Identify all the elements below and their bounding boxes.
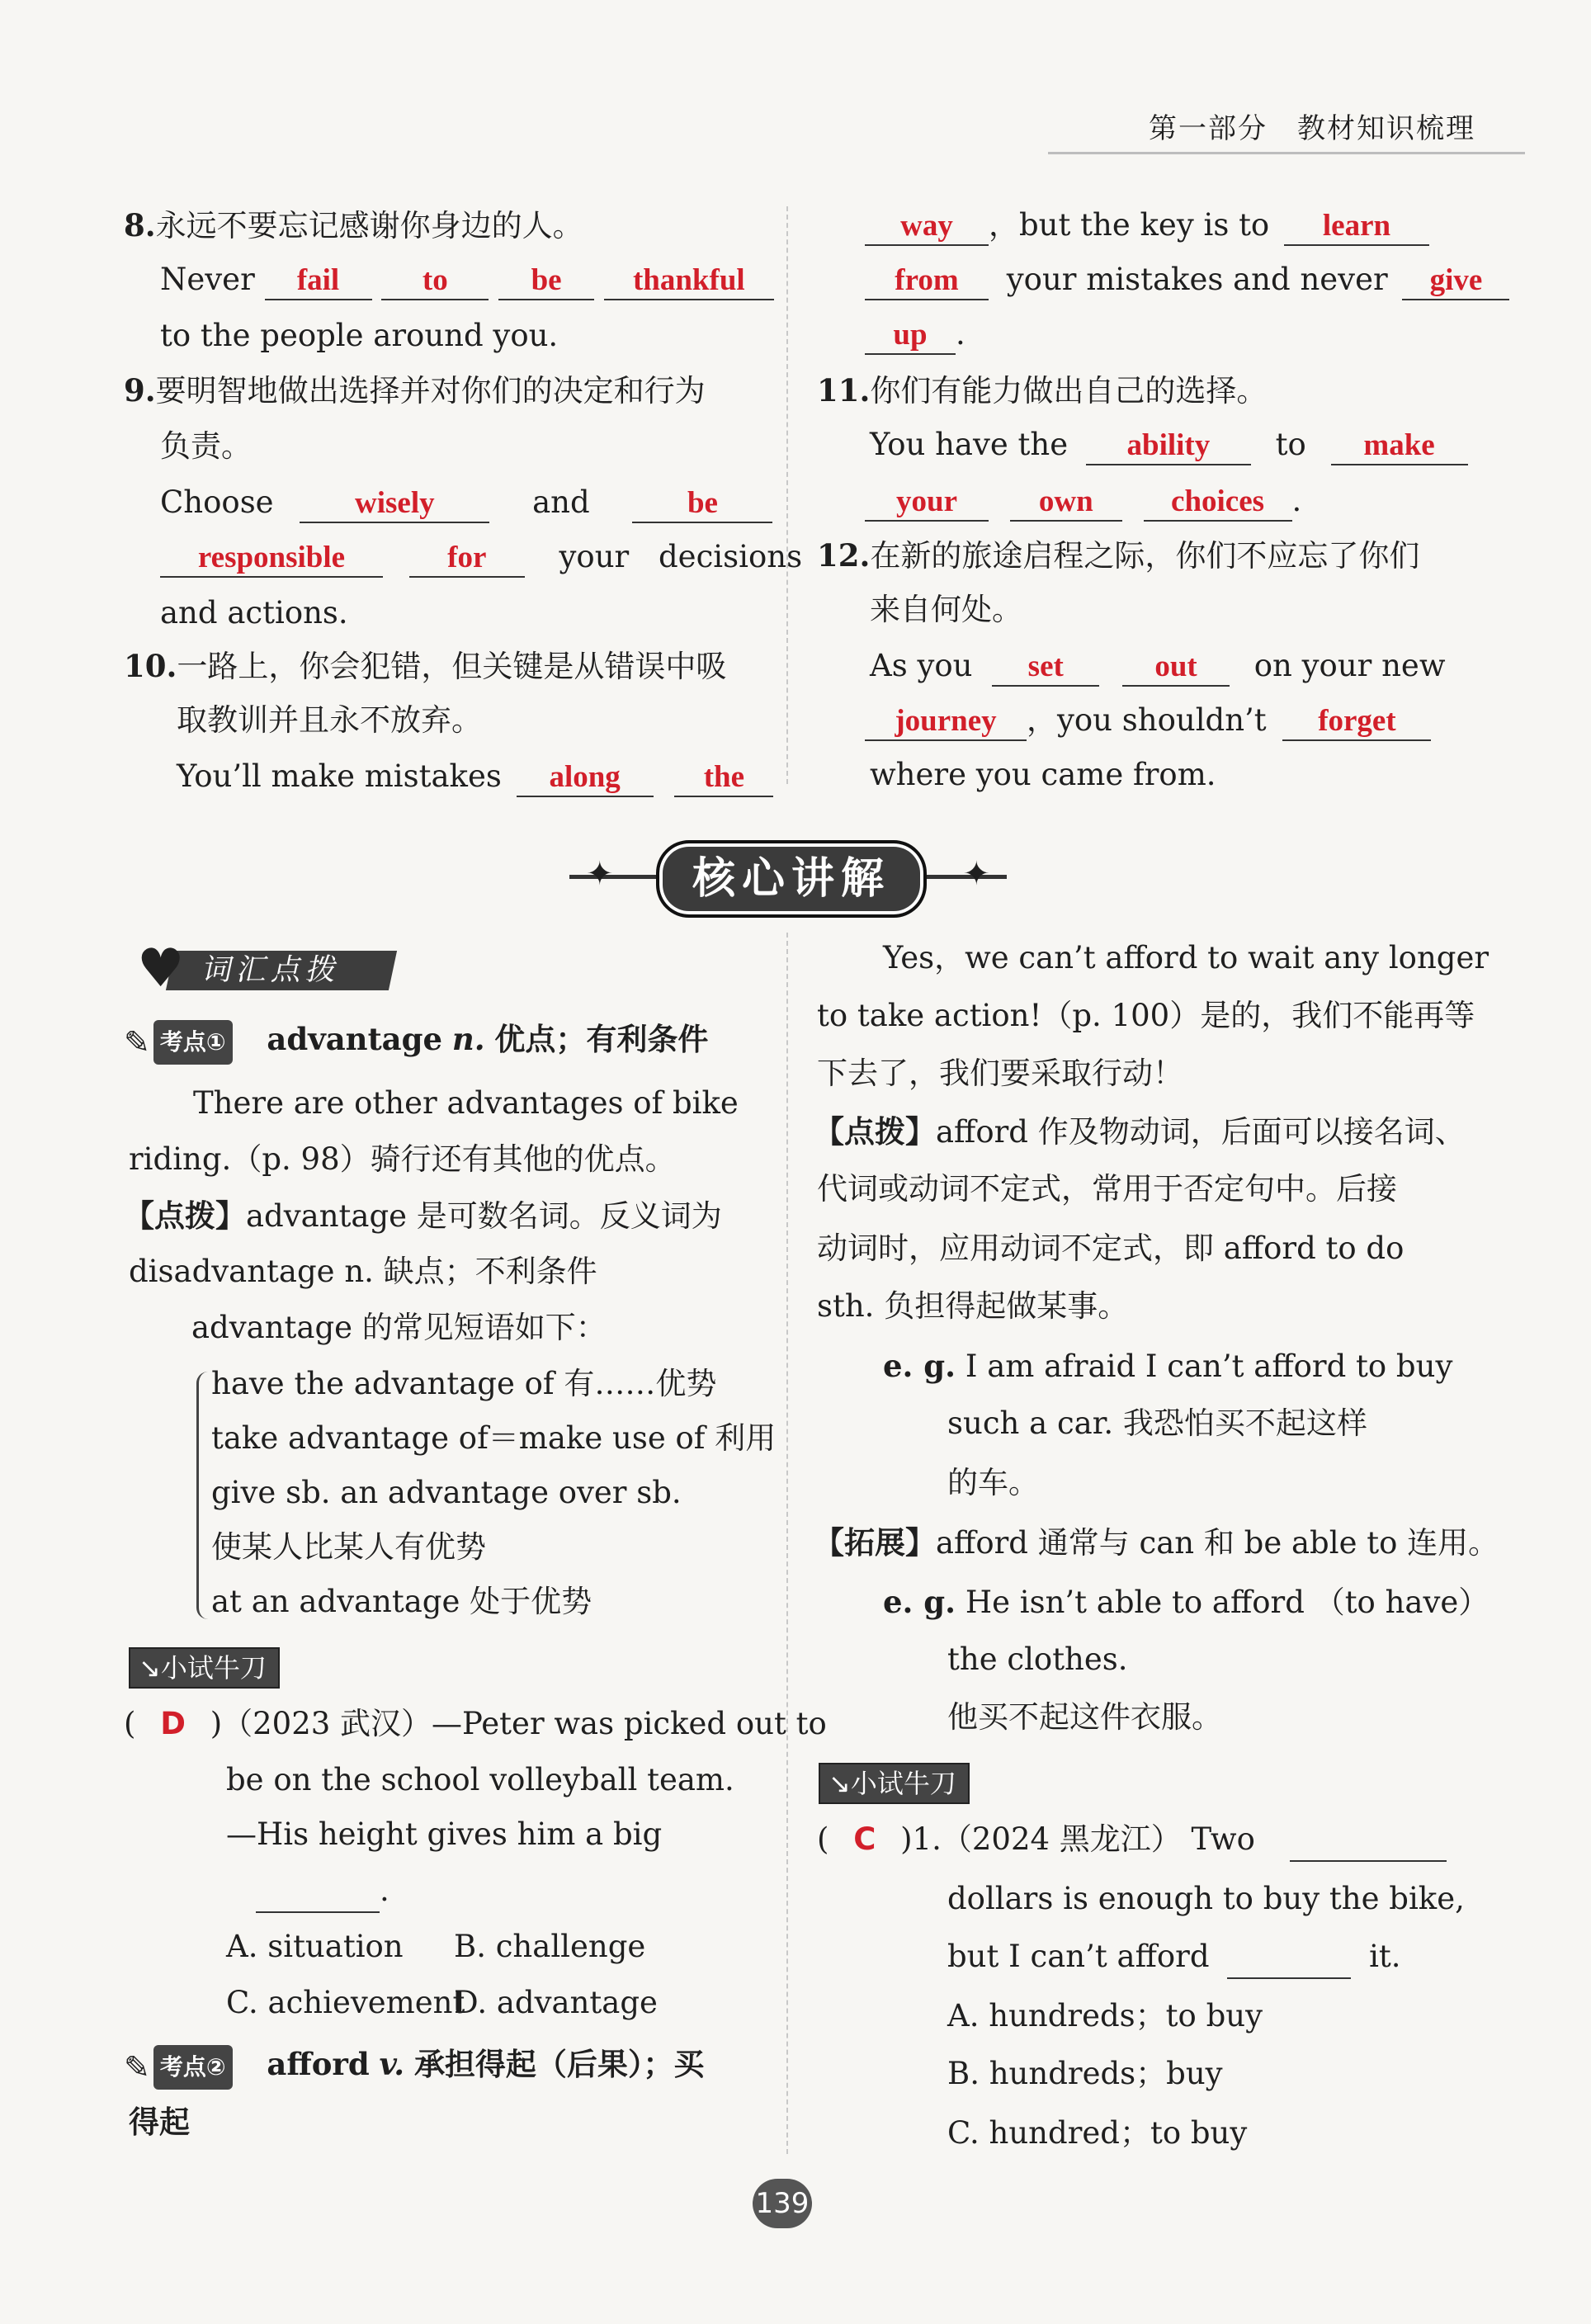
empty-blank <box>1227 1936 1351 1979</box>
kd1-pos: n. <box>451 1021 485 1057</box>
banner-title: 核心讲解 <box>656 840 927 918</box>
try2-option-c: C. hundred；to buy <box>947 2115 1248 2151</box>
afford-example-3: 下去了，我们要采取行动！ <box>817 1056 1183 1091</box>
kd1-heading <box>124 1018 708 1065</box>
kd1-tip-1 <box>124 1195 722 1237</box>
q11-chinese: 你们有能力做出自己的选择。 <box>870 373 1268 409</box>
q11-word: to <box>1275 427 1306 462</box>
vocabulary-section-tag <box>129 938 401 999</box>
eg-text: I am afraid I can’t afford to buy <box>965 1349 1453 1384</box>
afford-eg2-line2: the clothes. <box>947 1641 1128 1677</box>
answer-blank: way <box>865 208 989 246</box>
answer-blank: forget <box>1282 703 1431 741</box>
kd1-badge-label: 考点 <box>159 1027 206 1056</box>
answer-blank: out <box>1122 649 1230 687</box>
kd1-tip-2: disadvantage n. 缺点；不利条件 <box>129 1254 597 1289</box>
try-title-box <box>129 1647 280 1689</box>
afford-tip-4: sth. 负担得起做某事。 <box>817 1288 1129 1324</box>
kd1-phrase-2: take advantage of＝make use of 利用 <box>211 1420 777 1456</box>
question-text: it. <box>1369 1939 1401 1974</box>
answer-blank: be <box>632 485 772 523</box>
q8-prompt <box>124 205 583 247</box>
empty-blank <box>256 1870 380 1913</box>
kd1-phrase-1: have the advantage of 有……优势 <box>211 1366 717 1401</box>
q10-text: ，but the key is to <box>989 207 1270 243</box>
q9-word: your <box>559 539 630 574</box>
q11-number: 11. <box>817 372 871 409</box>
banner-line-left <box>569 875 660 879</box>
empty-blank <box>1290 1819 1447 1862</box>
kd2-badge-label: 考点 <box>159 2052 206 2081</box>
kd1-example-2: riding.（p. 98）骑行还有其他的优点。 <box>129 1141 676 1177</box>
heart-icon: ♥ <box>137 938 185 999</box>
tip-text: advantage 是可数名词。反义词为 <box>246 1198 722 1234</box>
try1-line-4 <box>256 1870 389 1913</box>
eg-tag: e. g. <box>883 1584 956 1620</box>
q9-word: and <box>532 484 590 520</box>
answer-blank: make <box>1331 427 1468 465</box>
question-text: )1.（2024 黑龙江） Two <box>900 1821 1255 1857</box>
afford-example-1: Yes，we can’t afford to wait any longer <box>883 940 1489 975</box>
column-divider-bottom <box>786 933 788 2154</box>
q11-line2 <box>865 480 1301 522</box>
q9-word: Choose <box>160 484 274 520</box>
q10-chinese-2: 取教训并且永不放弃。 <box>177 702 482 738</box>
arrow-icon: ↘ <box>829 1768 851 1799</box>
answer-blank: set <box>992 649 1099 687</box>
kd1-word: advantage <box>267 1021 443 1057</box>
q12-line2 <box>865 700 1431 741</box>
q10-line3 <box>865 259 1509 300</box>
q9-line3: and actions. <box>160 595 348 631</box>
answer-choice: C <box>853 1821 876 1857</box>
try1-option-a: A. situation <box>226 1929 404 1964</box>
afford-eg1-line2: such a car. 我恐怕买不起这样 <box>947 1405 1367 1441</box>
tip-tag: 【点拨】 <box>814 1113 936 1150</box>
star-icon: ✦ <box>586 855 614 893</box>
answer-blank: journey <box>865 703 1027 741</box>
q10-line4 <box>865 314 965 355</box>
q12-line1 <box>870 645 1446 687</box>
q8-line1 <box>160 259 774 300</box>
kd2-meaning: 承担得起（后果）；买 <box>413 2046 705 2082</box>
q9-line2 <box>160 536 802 578</box>
answer-blank: along <box>517 759 654 797</box>
q11-end: . <box>1291 483 1302 518</box>
answer-blank: up <box>865 317 956 355</box>
try1-line-2: be on the school volleyball team. <box>226 1762 734 1797</box>
kd2-meaning-2: 得起 <box>129 2104 190 2140</box>
answer-blank: give <box>1402 262 1509 300</box>
try-title-box-2 <box>819 1763 970 1804</box>
q10-line1 <box>177 756 773 797</box>
kd2-heading <box>124 2043 704 2090</box>
answer-paren: ( <box>817 1821 829 1857</box>
eg-text: He isn’t able to afford （to have） <box>965 1585 1489 1620</box>
q9-word: decisions <box>659 539 803 574</box>
star-icon: ✦ <box>962 855 990 893</box>
extension-tag: 【拓展】 <box>814 1524 936 1561</box>
pen-icon: ✎ <box>124 2048 150 2085</box>
page-number: 139 <box>753 2179 812 2228</box>
arrow-icon: ↘ <box>139 1652 161 1684</box>
afford-eg2-line1 <box>883 1581 1489 1623</box>
try2-line-1 <box>817 1819 1447 1862</box>
answer-blank: for <box>409 540 525 578</box>
try2-line-2: dollars is enough to buy the bike, <box>947 1881 1465 1916</box>
answer-blank: the <box>674 759 773 797</box>
q11-line1 <box>870 424 1468 465</box>
question-text: but I can’t afford <box>947 1939 1210 1974</box>
answer-blank: responsible <box>160 540 383 578</box>
extension-text: afford 通常与 can 和 be able to 连用。 <box>936 1525 1499 1561</box>
kd1-badge-num: ① <box>205 1027 226 1056</box>
answer-choice: D <box>160 1706 186 1741</box>
q11-prompt <box>817 370 1267 412</box>
kd2-word: afford <box>267 2046 370 2082</box>
q8-number: 8. <box>124 207 156 243</box>
kd1-phrase-intro: advantage 的常见短语如下： <box>191 1310 607 1345</box>
try-title: 小试牛刀 <box>160 1652 267 1684</box>
try1-option-d: D. advantage <box>454 1985 658 2020</box>
try2-option-a: A. hundreds；to buy <box>947 1998 1263 2034</box>
afford-tip-2: 代词或动词不定式，常用于否定句中。后接 <box>817 1171 1397 1207</box>
kd1-badge <box>153 1020 233 1065</box>
q9-line1 <box>160 482 772 523</box>
q12-prompt <box>817 535 1419 577</box>
q9-prompt <box>124 370 706 412</box>
page-header: 第一部分 教材知识梳理 <box>1149 112 1475 145</box>
q9-chinese-2: 负责。 <box>160 428 252 464</box>
answer-blank: ability <box>1086 427 1251 465</box>
try2-option-b: B. hundreds；buy <box>947 2056 1223 2091</box>
try1-option-b: B. challenge <box>454 1929 646 1964</box>
afford-eg2-line3: 他买不起这件衣服。 <box>947 1699 1222 1735</box>
q9-number: 9. <box>124 372 156 409</box>
answer-blank: be <box>498 262 594 300</box>
q10-number: 10. <box>124 648 177 684</box>
q12-text: on your new <box>1253 648 1446 683</box>
answer-blank: fail <box>265 262 372 300</box>
afford-eg1-line3: 的车。 <box>947 1465 1039 1500</box>
q10-line2 <box>865 205 1429 246</box>
q10-text: You’ll make mistakes <box>177 758 502 794</box>
q10-prompt <box>124 645 726 687</box>
kd1-phrase-4: 使某人比某人有优势 <box>211 1529 486 1565</box>
header-rule <box>1048 152 1525 154</box>
answer-blank: from <box>865 262 989 300</box>
afford-eg1-line1 <box>883 1345 1452 1387</box>
answer-blank: own <box>1010 484 1122 522</box>
q12-text: As you <box>870 648 973 683</box>
kd1-phrase-5: at an advantage 处于优势 <box>211 1584 592 1619</box>
answer-paren: ( <box>124 1706 136 1741</box>
q12-number: 12. <box>817 537 871 574</box>
q12-text: ，you shouldn’t <box>1027 702 1267 738</box>
kd1-meaning: 优点；有利条件 <box>494 1021 709 1057</box>
kd2-badge-num: ② <box>205 2052 226 2081</box>
q8-chinese: 永远不要忘记感谢你身边的人。 <box>155 208 583 243</box>
kd2-pos: v. <box>379 2046 405 2082</box>
q8-text: Never <box>160 262 255 297</box>
kd1-phrase-3: give sb. an advantage over sb. <box>211 1475 682 1510</box>
try1-option-c: C. achievement <box>226 1985 465 2020</box>
try-title: 小试牛刀 <box>850 1768 956 1799</box>
try2-line-3 <box>947 1936 1401 1979</box>
eg-tag: e. g. <box>883 1348 956 1384</box>
try1-line-1 <box>124 1703 827 1745</box>
banner-line-right <box>916 875 1007 879</box>
kd1-example-1: There are other advantages of bike <box>193 1085 739 1121</box>
q11-text: You have the <box>870 427 1069 462</box>
answer-blank: choices <box>1144 484 1292 522</box>
tip-tag: 【点拨】 <box>124 1197 246 1234</box>
q12-chinese-1: 在新的旅途启程之际，你们不应忘了你们 <box>870 538 1420 574</box>
column-divider-top <box>786 206 788 784</box>
q8-line2: to the people around you. <box>160 318 559 353</box>
afford-tip-1 <box>814 1111 1466 1153</box>
q10-text: your mistakes and never <box>1006 262 1388 297</box>
answer-blank: your <box>865 484 989 522</box>
section-title: 词汇点拨 <box>166 951 397 990</box>
answer-blank: thankful <box>604 262 774 300</box>
afford-example-2: to take action!（p. 100）是的，我们不能再等 <box>817 998 1475 1033</box>
answer-blank: wisely <box>300 485 489 523</box>
afford-extension <box>814 1522 1499 1564</box>
q12-chinese-2: 来自何处。 <box>870 592 1022 627</box>
q10-end: . <box>956 316 965 352</box>
question-end: . <box>380 1873 389 1908</box>
answer-blank: learn <box>1284 208 1429 246</box>
q12-line3: where you came from. <box>870 757 1216 792</box>
phrase-brace <box>196 1372 212 1619</box>
try1-line-3: —His height gives him a big <box>226 1816 663 1852</box>
kd2-badge <box>153 2045 233 2090</box>
q10-chinese-1: 一路上，你会犯错，但关键是从错误中吸 <box>177 649 727 684</box>
pen-icon: ✎ <box>124 1023 150 1060</box>
answer-blank: to <box>381 262 489 300</box>
question-text: )（2023 武汉）—Peter was picked out to <box>210 1706 827 1741</box>
tip-text: afford 作及物动词，后面可以接名词、 <box>936 1114 1466 1150</box>
afford-tip-3: 动词时，应用动词不定式，即 afford to do <box>817 1230 1405 1266</box>
q9-chinese-1: 要明智地做出选择并对你们的决定和行为 <box>155 373 706 409</box>
core-explanation-banner <box>569 830 1007 921</box>
